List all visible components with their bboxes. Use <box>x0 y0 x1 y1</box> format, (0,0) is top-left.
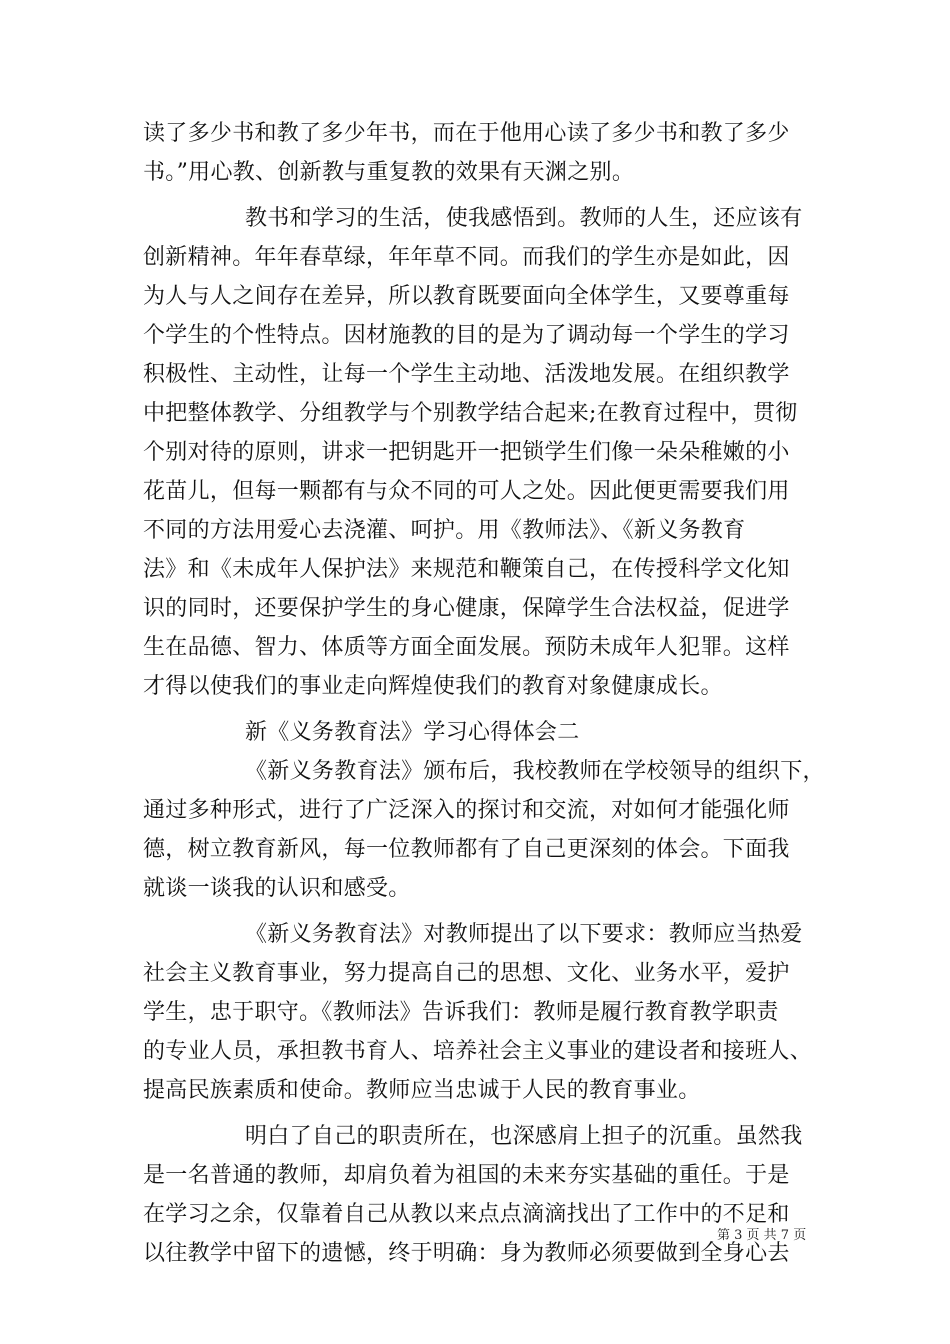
paragraph <box>143 1117 815 1273</box>
text-line: 社会主义教育事业，努力提高自己的思想、文化、业务水平，爱护 <box>143 961 790 986</box>
text-line: 《新义务教育法》对教师提出了以下要求：教师应当热爱 <box>245 922 803 947</box>
text-line: 是一名普通的教师，却肩负着为祖国的未来夯实基础的重任。于是 <box>143 1163 790 1188</box>
text-line: 的专业人员，承担教书育人、培养社会主义事业的建设者和接班人、 <box>143 1039 813 1064</box>
text-line: 以往教学中留下的遗憾，终于明确：身为教师必须要做到全身心去 <box>143 1241 790 1266</box>
text-line: 明白了自己的职责所在，也深感肩上担子的沉重。虽然我 <box>245 1124 803 1149</box>
text-line: 花苗儿，但每一颗都有与众不同的可人之处。因此便更需要我们用 <box>143 479 790 504</box>
text-line: 个学生的个性特点。因材施教的目的是为了调动每一个学生的学习 <box>143 323 790 348</box>
paragraph <box>143 752 825 908</box>
text-line: 学生，忠于职守。《教师法》告诉我们：教师是履行教育教学职责 <box>143 1000 779 1025</box>
page-number-footer: 第 3 页 共 7 页 <box>717 1228 807 1243</box>
text-line: 读了多少书和教了多少年书，而在于他用心读了多少书和教了多少 <box>143 121 790 146</box>
text-line: 不同的方法用爱心去浇灌、呵护。用《教师法》、《新义务教育 <box>143 518 746 543</box>
text-line: 提高民族素质和使命。教师应当忠诚于人民的教育事业。 <box>143 1078 701 1103</box>
text-line: 为人与人之间存在差异，所以教育既要面向全体学生，又要尊重每 <box>143 284 790 309</box>
section-heading <box>143 713 815 752</box>
paragraph <box>143 915 815 1110</box>
text-line: 法》和《未成年人保护法》来规范和鞭策自己，在传授科学文化知 <box>143 557 790 582</box>
text-line: 识的同时，还要保护学生的身心健康，保障学生合法权益，促进学 <box>143 596 790 621</box>
paragraph <box>143 199 815 706</box>
text-line: 才得以使我们的事业走向辉煌使我们的教育对象健康成长。 <box>143 674 723 699</box>
text-line: 就谈一谈我的认识和感受。 <box>143 876 411 901</box>
text-line: 德，树立教育新风，每一位教师都有了自己更深刻的体会。下面我 <box>143 837 790 862</box>
text-line: 通过多种形式，进行了广泛深入的探讨和交流，对如何才能强化师 <box>143 798 790 823</box>
text-line: 在学习之余，仅靠着自己从教以来点点滴滴找出了工作中的不足和 <box>143 1202 790 1227</box>
text-line: 创新精神。年年春草绿，年年草不同。而我们的学生亦是如此，因 <box>143 245 790 270</box>
text-line: 积极性、主动性，让每一个学生主动地、活泼地发展。在组织教学 <box>143 362 790 387</box>
text-line: 个别对待的原则，讲求一把钥匙开一把锁学生们像一朵朵稚嫩的小 <box>143 440 790 465</box>
heading-line: 新《义务教育法》学习心得体会二 <box>245 720 580 745</box>
text-line: 教书和学习的生活，使我感悟到。教师的人生，还应该有 <box>245 206 803 231</box>
text-line: 书。”用心教、创新教与重复教的效果有天渊之别。 <box>143 160 635 185</box>
document-body <box>143 114 825 1273</box>
text-line: 中把整体教学、分组教学与个别教学结合起来;在教育过程中，贯彻 <box>143 401 798 426</box>
text-line: 《新义务教育法》颁布后，我校教师在学校领导的组织下， <box>245 759 825 784</box>
paragraph-continuation <box>143 114 815 192</box>
text-line: 生在品德、智力、体质等方面全面发展。预防未成年人犯罪。这样 <box>143 635 790 660</box>
